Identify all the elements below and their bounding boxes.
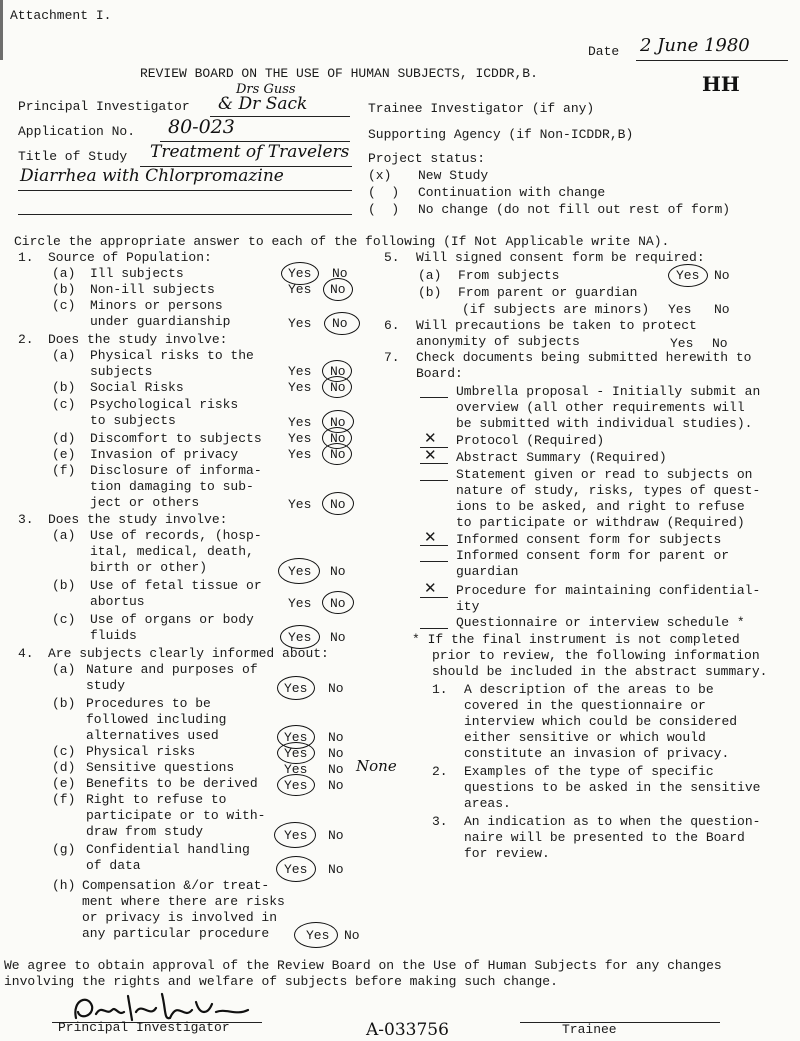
- q4-title: Are subjects clearly informed about:: [48, 646, 329, 661]
- q6-yes[interactable]: Yes: [670, 336, 694, 351]
- q2f-yes[interactable]: Yes: [288, 497, 312, 512]
- q5b-key: (b): [418, 285, 442, 300]
- q4h-text-3: or privacy is involved in: [82, 910, 278, 925]
- doc-consent-parent-2: guardian: [456, 564, 519, 579]
- q3a-no[interactable]: No: [330, 564, 346, 579]
- q2f-text-2: tion damaging to sub-: [90, 479, 254, 494]
- title-value-1: Treatment of Travelers: [150, 142, 350, 162]
- agency-label: Supporting Agency (if Non-ICDDR,B): [368, 127, 634, 142]
- q2e-answer-circle: [322, 443, 352, 465]
- pi-value: & Dr Sack: [218, 94, 308, 114]
- q2b-answer-circle: [322, 376, 352, 398]
- q2c-text-1: Psychological risks: [90, 397, 239, 412]
- q2c-key: (c): [52, 397, 76, 412]
- q4c-no[interactable]: No: [328, 746, 344, 761]
- doc-consent-subjects: Informed consent form for subjects: [456, 532, 722, 547]
- doc-protocol: Protocol (Required): [456, 433, 605, 448]
- q4d-key: (d): [52, 760, 76, 775]
- q1b-answer-circle: [323, 278, 353, 301]
- status-no-change: No change (do not fill out rest of form): [418, 202, 731, 217]
- q5a-text: From subjects: [458, 268, 560, 283]
- doc-abstract-check: ✕: [424, 446, 437, 464]
- sub3-text-2: naire will be presented to the Board: [464, 830, 745, 845]
- pi-note: Drs Guss: [236, 82, 296, 97]
- q4a-answer-circle: [277, 676, 315, 700]
- q2a-no[interactable]: No: [330, 364, 346, 379]
- q1a-key: (a): [52, 266, 76, 281]
- q4d-yes[interactable]: Yes: [284, 762, 308, 777]
- q6-num: 6.: [384, 318, 400, 333]
- q2e-key: (e): [52, 447, 76, 462]
- q4h-answer-circle: [294, 922, 338, 948]
- q3b-key: (b): [52, 578, 76, 593]
- sub1-text-1: A description of the areas to be: [464, 682, 714, 697]
- q4g-no[interactable]: No: [328, 862, 344, 877]
- q1c-yes[interactable]: Yes: [288, 316, 312, 331]
- scan-edge-mark: [0, 0, 3, 60]
- doc-statement-1: Statement given or read to subjects on: [456, 467, 753, 482]
- footnote-2: prior to review, the following information: [432, 648, 760, 663]
- q3b-answer-circle: [322, 591, 354, 614]
- q4h-key: (h): [52, 878, 76, 893]
- title-underline-3: [18, 214, 352, 215]
- q2-title: Does the study involve:: [48, 332, 228, 347]
- q3a-key: (a): [52, 528, 76, 543]
- q1a-no[interactable]: No: [332, 266, 348, 281]
- q3-title: Does the study involve:: [48, 512, 228, 527]
- q4h-text-2: ment where there are risks: [82, 894, 285, 909]
- sub1-text-3: interview which could be considered: [464, 714, 738, 729]
- q3c-text-1: Use of organs or body: [90, 612, 254, 627]
- q1c-text-1: Minors or persons: [90, 298, 223, 313]
- q3a-answer-circle: [278, 558, 320, 584]
- q4a-text-2: study: [86, 678, 126, 693]
- agreement-line-1: We agree to obtain approval of the Review Board on the Use of Human Subjects for any changes: [4, 958, 722, 973]
- doc-consent-subjects-check: ✕: [424, 528, 437, 546]
- q2b-text: Social Risks: [90, 380, 184, 395]
- q5b-text-1: From parent or guardian: [458, 285, 638, 300]
- sub2-text-1: Examples of the type of specific: [464, 764, 714, 779]
- doc-statement-4: to participate or withdraw (Required): [456, 515, 745, 530]
- sub1-text-2: covered in the questionnaire or: [464, 698, 706, 713]
- q6-no[interactable]: No: [712, 336, 728, 351]
- doc-statement-3: ions to be asked, and right to refuse: [456, 499, 745, 514]
- q4d-text: Sensitive questions: [86, 760, 235, 775]
- doc-confidentiality-2: ity: [456, 599, 480, 614]
- sub3-text-3: for review.: [464, 846, 550, 861]
- q4-num: 4.: [18, 646, 34, 661]
- q2f-answer-circle: [322, 492, 354, 515]
- sub1-num: 1.: [432, 682, 448, 697]
- doc-abstract: Abstract Summary (Required): [456, 450, 667, 465]
- q2d-key: (d): [52, 431, 76, 446]
- q4b-no[interactable]: No: [328, 730, 344, 745]
- q4g-text-1: Confidential handling: [86, 842, 250, 857]
- q4f-no[interactable]: No: [328, 828, 344, 843]
- q6-text-1: Will precautions be taken to protect: [416, 318, 697, 333]
- q4a-yes[interactable]: Yes: [284, 681, 308, 696]
- board-title: REVIEW BOARD ON THE USE OF HUMAN SUBJECTS, ICDDR,B.: [140, 66, 538, 81]
- q5b-no[interactable]: No: [714, 302, 730, 317]
- q3-num: 3.: [18, 512, 34, 527]
- q1c-text-2: under guardianship: [90, 314, 231, 329]
- q2b-key: (b): [52, 380, 76, 395]
- q3a-text-1: Use of records, (hosp-: [90, 528, 262, 543]
- doc-umbrella-checkbox[interactable]: [420, 397, 448, 398]
- trainee-signature-label: Trainee: [562, 1022, 617, 1037]
- q5b-yes[interactable]: Yes: [668, 302, 692, 317]
- q3a-text-3: birth or other): [90, 560, 208, 575]
- q2b-yes[interactable]: Yes: [288, 380, 312, 395]
- sub3-num: 3.: [432, 814, 448, 829]
- q2a-key: (a): [52, 348, 76, 363]
- q5a-key: (a): [418, 268, 442, 283]
- date-underline: [636, 60, 788, 61]
- instruction: Circle the appropriate answer to each of the following (If Not Applicable write NA).: [14, 234, 670, 249]
- q2e-yes[interactable]: Yes: [288, 447, 312, 462]
- q5b-text-2: (if subjects are minors): [462, 302, 650, 317]
- sub1-text-4: either sensitive or which would: [464, 730, 706, 745]
- q5a-yes[interactable]: Yes: [676, 268, 700, 283]
- q4e-answer-circle: [277, 774, 315, 796]
- q4h-text-1: Compensation &/or treat-: [82, 878, 270, 893]
- status-box-no-change[interactable]: ( ): [368, 202, 400, 217]
- q1b-key: (b): [52, 282, 76, 297]
- q5-title: Will signed consent form be required:: [416, 250, 705, 265]
- doc-consent-parent-1: Informed consent form for parent or: [456, 548, 730, 563]
- q4d-note: None: [356, 757, 397, 775]
- q4e-no[interactable]: No: [328, 778, 344, 793]
- q2f-no[interactable]: No: [330, 497, 346, 512]
- status-box-continuation[interactable]: ( ): [368, 185, 400, 200]
- pi-signature: [66, 990, 266, 1024]
- sub3-text-1: An indication as to when the question-: [464, 814, 761, 829]
- q3b-yes[interactable]: Yes: [288, 596, 312, 611]
- q2-num: 2.: [18, 332, 34, 347]
- doc-statement-checkbox[interactable]: [420, 480, 448, 481]
- q2f-text-3: ject or others: [90, 495, 200, 510]
- q4e-yes[interactable]: Yes: [284, 778, 308, 793]
- q3a-yes[interactable]: Yes: [288, 564, 312, 579]
- q4b-yes[interactable]: Yes: [284, 730, 308, 745]
- app-value: 80-023: [168, 116, 235, 138]
- q2a-text-1: Physical risks to the: [90, 348, 254, 363]
- status-new-study: New Study: [418, 168, 489, 183]
- initials-mark: HH: [702, 72, 740, 96]
- q4h-no[interactable]: No: [344, 928, 360, 943]
- q3b-no[interactable]: No: [330, 596, 346, 611]
- doc-consent-parent-checkbox[interactable]: [420, 561, 448, 562]
- q2d-no[interactable]: No: [330, 431, 346, 446]
- q4h-yes[interactable]: Yes: [306, 928, 330, 943]
- sub2-text-3: areas.: [464, 796, 511, 811]
- q2d-text: Discomfort to subjects: [90, 431, 262, 446]
- q4g-answer-circle: [276, 856, 316, 882]
- doc-umbrella-3: be submitted with individual studies).: [456, 416, 753, 431]
- q1a-text: Ill subjects: [90, 266, 184, 281]
- title-label: Title of Study: [18, 149, 128, 164]
- q2c-no[interactable]: No: [330, 415, 346, 430]
- q1c-key: (c): [52, 298, 76, 313]
- q4b-key: (b): [52, 696, 76, 711]
- q4f-text-3: draw from study: [86, 824, 204, 839]
- q5a-answer-circle: [668, 264, 708, 287]
- q4a-no[interactable]: No: [328, 681, 344, 696]
- q1c-answer-circle: [324, 312, 360, 335]
- q3c-key: (c): [52, 612, 76, 627]
- q2d-yes[interactable]: Yes: [288, 431, 312, 446]
- doc-confidentiality-checkbox[interactable]: [420, 597, 448, 598]
- q1c-no[interactable]: No: [332, 316, 348, 331]
- status-label: Project status:: [368, 151, 486, 166]
- doc-statement-2: nature of study, risks, types of quest-: [456, 483, 761, 498]
- doc-confidentiality-1: Procedure for maintaining confidential-: [456, 583, 761, 598]
- attachment-label: Attachment I.: [10, 8, 112, 23]
- app-label: Application No.: [18, 124, 136, 139]
- q1-num: 1.: [18, 250, 34, 265]
- doc-protocol-check: ✕: [424, 429, 437, 447]
- q2c-text-2: to subjects: [90, 413, 176, 428]
- sub2-num: 2.: [432, 764, 448, 779]
- q4c-answer-circle: [277, 742, 315, 764]
- q4b-text-2: followed including: [86, 712, 227, 727]
- q4h-text-4: any particular procedure: [82, 926, 270, 941]
- q4a-text-1: Nature and purposes of: [86, 662, 258, 677]
- date-label: Date: [588, 44, 620, 59]
- footnote-1: * If the final instrument is not completed: [412, 632, 740, 647]
- doc-number: A-033756: [366, 1020, 449, 1040]
- q4f-text-1: Right to refuse to: [86, 792, 227, 807]
- doc-confidentiality-check: ✕: [424, 579, 437, 597]
- q4e-text: Benefits to be derived: [86, 776, 258, 791]
- q4c-key: (c): [52, 744, 76, 759]
- doc-questionnaire: Questionnaire or interview schedule *: [456, 615, 745, 630]
- q3b-text-1: Use of fetal tissue or: [90, 578, 262, 593]
- q2c-yes[interactable]: Yes: [288, 415, 312, 430]
- status-box-new[interactable]: (x): [368, 168, 392, 183]
- q1b-no[interactable]: No: [330, 282, 346, 297]
- q2a-yes[interactable]: Yes: [288, 364, 312, 379]
- q4f-key: (f): [52, 792, 76, 807]
- title-value-2: Diarrhea with Chlorpromazine: [20, 166, 284, 186]
- q4g-key: (g): [52, 842, 76, 857]
- q5a-no[interactable]: No: [714, 268, 730, 283]
- trainee-signature-line: [520, 1022, 720, 1023]
- q2f-text-1: Disclosure of informa-: [90, 463, 262, 478]
- q4g-yes[interactable]: Yes: [284, 862, 308, 877]
- q7-text-2: Board:: [416, 366, 463, 381]
- q3c-yes[interactable]: Yes: [288, 630, 312, 645]
- q4g-text-2: of data: [86, 858, 141, 873]
- doc-questionnaire-checkbox[interactable]: [420, 628, 448, 629]
- q4e-key: (e): [52, 776, 76, 791]
- q4a-key: (a): [52, 662, 76, 677]
- q7-num: 7.: [384, 350, 400, 365]
- sub2-text-2: questions to be asked in the sensitive: [464, 780, 761, 795]
- q1-title: Source of Population:: [48, 250, 212, 265]
- q4d-no[interactable]: No: [328, 762, 344, 777]
- q2e-no[interactable]: No: [330, 447, 346, 462]
- title-underline-2: [18, 190, 352, 191]
- doc-umbrella-2: overview (all other requirements will: [456, 400, 745, 415]
- q4f-answer-circle: [274, 822, 316, 848]
- q1b-text: Non-ill subjects: [90, 282, 215, 297]
- q2e-text: Invasion of privacy: [90, 447, 239, 462]
- q3a-text-2: ital, medical, death,: [90, 544, 254, 559]
- q3c-text-2: fluids: [90, 628, 137, 643]
- pi-label: Principal Investigator: [18, 99, 190, 114]
- q4f-yes[interactable]: Yes: [284, 828, 308, 843]
- q7-text-1: Check documents being submitted herewith to: [416, 350, 752, 365]
- q1b-yes[interactable]: Yes: [288, 282, 312, 297]
- sub1-text-5: constitute an invasion of privacy.: [464, 746, 730, 761]
- date-value: 2 June 1980: [640, 35, 750, 56]
- status-continuation: Continuation with change: [418, 185, 606, 200]
- q5-num: 5.: [384, 250, 400, 265]
- q4b-text-3: alternatives used: [86, 728, 219, 743]
- agreement-line-2: involving the rights and welfare of subjects before making such change.: [4, 974, 558, 989]
- pi-signature-label: Principal Investigator: [58, 1020, 230, 1035]
- trainee-label: Trainee Investigator (if any): [368, 101, 595, 116]
- q4f-text-2: participate or to with-: [86, 808, 266, 823]
- q3b-text-2: abortus: [90, 594, 145, 609]
- q4c-yes[interactable]: Yes: [284, 746, 308, 761]
- q4c-text: Physical risks: [86, 744, 196, 759]
- doc-umbrella-1: Umbrella proposal - Initially submit an: [456, 384, 761, 399]
- q3c-no[interactable]: No: [330, 630, 346, 645]
- q4b-text-1: Procedures to be: [86, 696, 211, 711]
- q2f-key: (f): [52, 463, 76, 478]
- footnote-3: should be included in the abstract summary.: [432, 664, 768, 679]
- q2b-no[interactable]: No: [330, 380, 346, 395]
- q2a-text-2: subjects: [90, 364, 153, 379]
- q1a-yes[interactable]: Yes: [288, 266, 312, 281]
- q6-text-2: anonymity of subjects: [416, 334, 580, 349]
